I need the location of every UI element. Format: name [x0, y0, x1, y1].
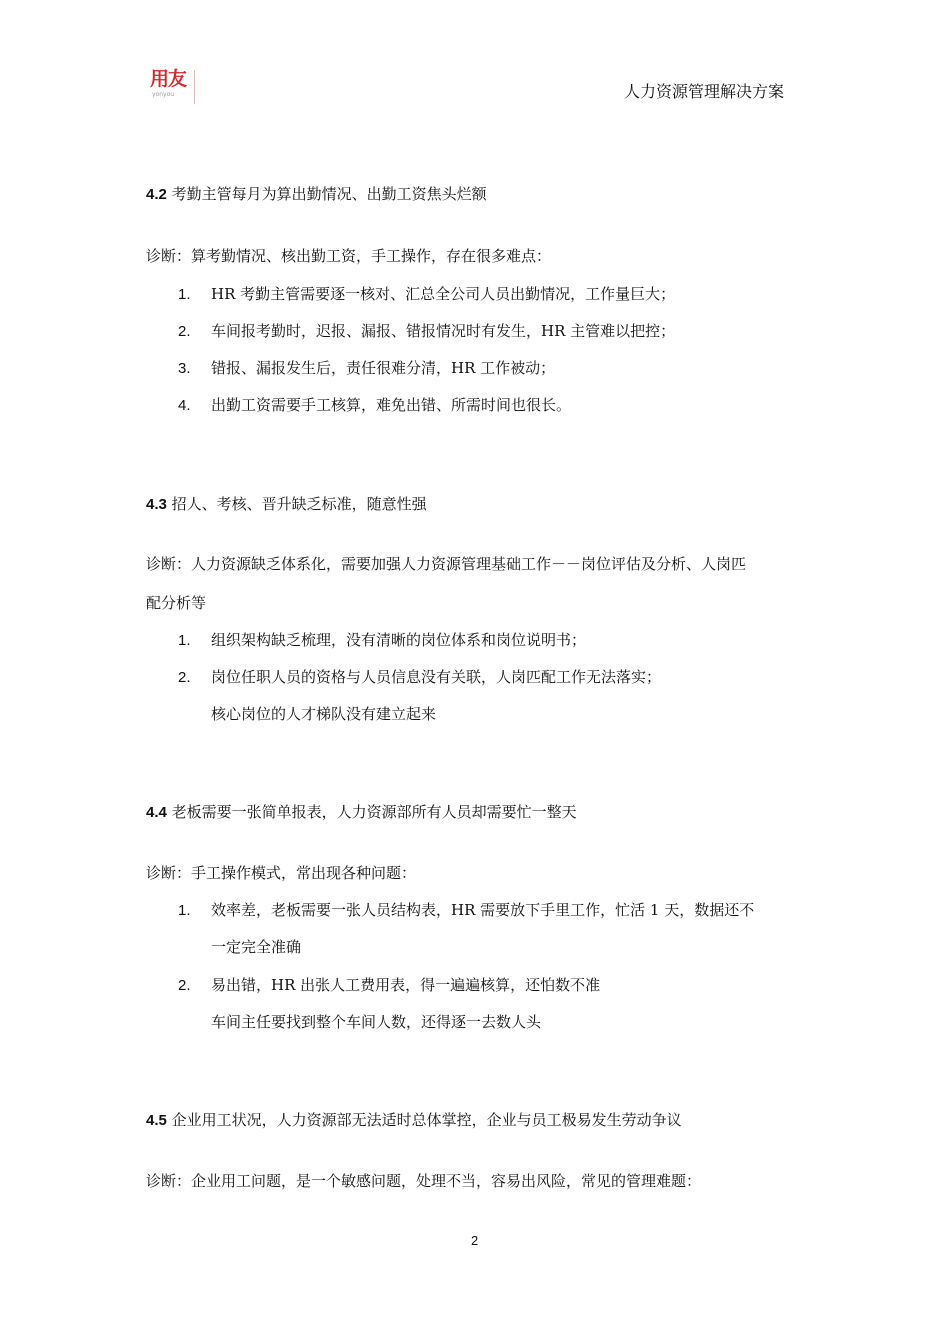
logo-subtext: yonyou	[152, 91, 175, 98]
section-title: 招人、考核、晋升缺乏标准，随意性强	[171, 495, 427, 513]
list-item-text: 车间主任要找到整个车间人数，还得逐一去数人头	[211, 1013, 542, 1031]
list-item-text: 一定完全准确	[211, 938, 302, 956]
diagnosis-text: 配分析等	[146, 594, 207, 612]
header-title: 人力资源管理解决方案	[623, 82, 784, 101]
logo-text: 用友	[150, 68, 187, 90]
section-number: 4.5	[146, 1112, 167, 1129]
list-item-number: 2.	[178, 977, 191, 994]
list-item-text: 岗位任职人员的资格与人员信息没有关联，人岗匹配工作无法落实；	[211, 668, 662, 686]
list-item-text: 效率差，老板需要一张人员结构表，HR 需要放下手里工作，忙活 1 天，数据还不	[211, 901, 755, 919]
section-number: 4.2	[146, 186, 167, 203]
section-heading	[146, 187, 487, 202]
section-heading	[146, 1113, 682, 1128]
section-title: 考勤主管每月为算出勤情况、出勤工资焦头烂额	[171, 185, 487, 203]
diagnosis-text: 诊断：手工操作模式，常出现各种问题：	[146, 864, 417, 882]
diagnosis-text: 诊断：算考勤情况、核出勤工资，手工操作，存在很多难点：	[146, 247, 552, 265]
section-heading	[146, 805, 577, 820]
diagnosis-text: 诊断：人力资源缺乏体系化，需要加强人力资源管理基础工作－－岗位评估及分析、人岗匹	[146, 555, 747, 573]
list-item-text: HR 考勤主管需要逐一核对、汇总全公司人员出勤情况，工作量巨大；	[211, 285, 676, 303]
list-item-number: 2.	[178, 323, 191, 340]
section-title: 企业用工状况，人力资源部无法适时总体掌控，企业与员工极易发生劳动争议	[171, 1111, 682, 1129]
list-item-number: 4.	[178, 397, 191, 414]
section-title: 老板需要一张简单报表，人力资源部所有人员却需要忙一整天	[171, 803, 577, 821]
yonyou-logo	[146, 70, 195, 104]
list-item-number: 3.	[178, 360, 191, 377]
list-item-text: 组织架构缺乏梳理，没有清晰的岗位体系和岗位说明书；	[211, 631, 587, 649]
section-number: 4.3	[146, 496, 167, 513]
list-item-text: 车间报考勤时，迟报、漏报、错报情况时有发生，HR 主管难以把控；	[211, 322, 676, 340]
list-item-text: 错报、漏报发生后，责任很难分清，HR 工作被动；	[211, 359, 556, 377]
diagnosis-text: 诊断：企业用工问题，是一个敏感问题，处理不当，容易出风险，常见的管理难题：	[146, 1172, 702, 1190]
list-item-number: 1.	[178, 286, 191, 303]
list-item-text: 出勤工资需要手工核算，难免出错、所需时间也很长。	[211, 396, 572, 414]
list-item-text: 易出错，HR 出张人工费用表，得一遍遍核算，还怕数不准	[211, 976, 601, 994]
section-number: 4.4	[146, 804, 167, 821]
page-number: 2	[471, 1233, 479, 1248]
list-item-number: 2.	[178, 669, 191, 686]
section-heading	[146, 497, 427, 512]
list-item-number: 1.	[178, 902, 191, 919]
list-item-text: 核心岗位的人才梯队没有建立起来	[211, 705, 437, 723]
list-item-number: 1.	[178, 632, 191, 649]
